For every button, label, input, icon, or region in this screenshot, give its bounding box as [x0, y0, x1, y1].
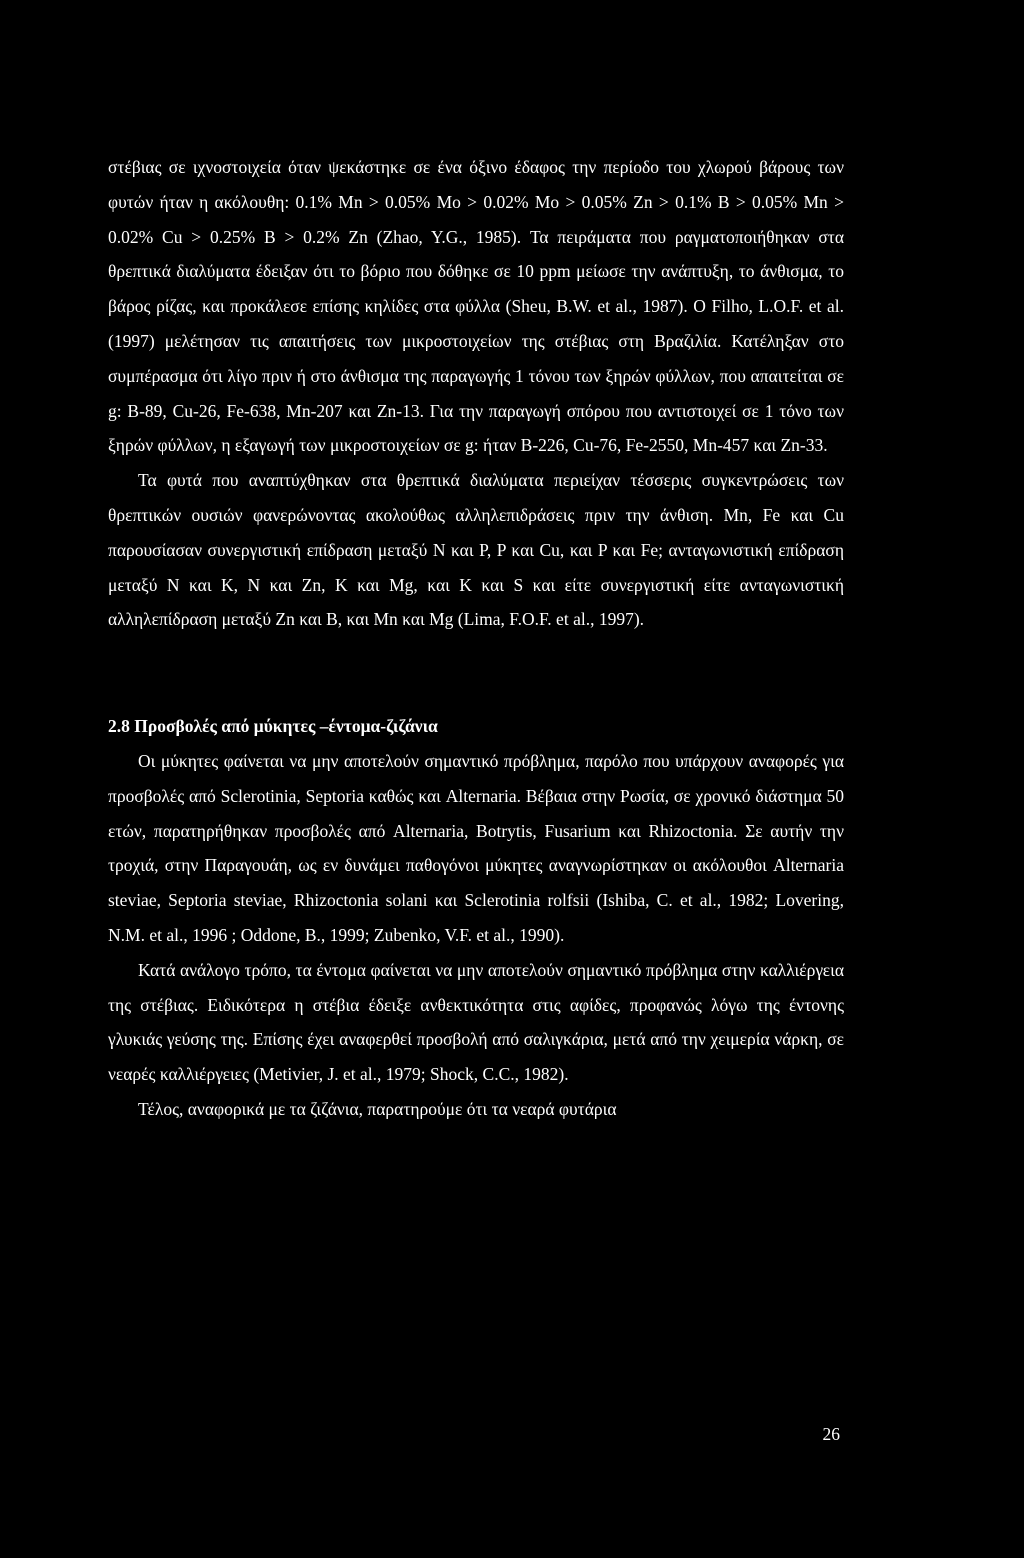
paragraph-insects: Κατά ανάλογο τρόπο, τα έντομα φαίνεται να μην αποτελούν σημαντικό πρόβλημα στην καλλιέργεια της στέβιας. Ειδικότερα η στέβια έδειξε ανθεκτικότητα στις αφίδες, προφανώς λόγω της έντονης γλυκιάς γεύσης της. Επίσης έχει αναφερθεί προσβολή από σαλιγκάρια, μετά από την χειμερία νάρκη, σε νεαρές καλλιέργειες (Metivier, J. et al., 1979; Shock, C.C., 1982). [108, 959, 844, 1085]
paragraph-weeds: Τέλος, αναφορικά με τα ζιζάνια, παρατηρούμε ότι τα νεαρά φυτάρια [138, 1098, 617, 1119]
paragraph-micronutrients: στέβιας σε ιχνοστοιχεία όταν ψεκάστηκε σε ένα όξινο έδαφος την περίοδο του χλωρού βάρους των φυτών ήταν η ακόλουθη: 0.1% Mn > 0.05% Mo > 0.02% Mo > 0.05% Zn > 0.1% B > 0.05% Mn > 0.02% Cu > 0.25% B > 0.2% Zn (Zhao, Y.G., 1985). Τα πειράματα που ραγματοποιήθηκαν στα θρεπτικά διαλύματα έδειξαν ότι το βόριο που δόθηκε σε 10 ppm μείωσε την ανάπτυξη, το άνθισμα, το βάρος ρίζας, και προκάλεσε επίσης κηλίδες στα φύλλα (Sheu, B.W. et al., 1987). Ο Filho, L.O.F. et al. (1997) μελέτησαν τις απαιτήσεις των μικροστοιχείων της στέβιας στη Βραζιλία. Κατέληξαν στο συμπέρασμα ότι λίγο πριν ή στο άνθισμα της παραγωγής 1 τόνου των ξηρών φύλλων, που απαιτείται σε g: B-89, Cu-26, Fe-638, Mn-207 και Zn-13. Για την παραγωγή σπόρου που αντιστοιχεί σε 1 τόνο των ξηρών φύλλων, η εξαγωγή των μικροστοιχείων σε g: ήταν B-226, Cu-76, Fe-2550, Mn-457 και Zn-33. [108, 157, 844, 456]
page-body [108, 150, 844, 1127]
paragraph-nutrient-interactions: Τα φυτά που αναπτύχθηκαν στα θρεπτικά διαλύματα περιείχαν τέσσερις συγκεντρώσεις των θρεπτικών ουσιών φανερώνοντας ακολούθως αλληλεπιδράσεις πριν την άνθιση. Mn, Fe και Cu παρουσίασαν συνεργιστική επίδραση μεταξύ N και P, P και Cu, και P και Fe; ανταγωνιστική επίδραση μεταξύ N και K, N και Zn, K και Mg, και K και S και είτε συνεργιστική είτε ανταγωνιστική αλληλεπίδραση μεταξύ Zn και B, και Mn και Mg (Lima, F.O.F. et al., 1997). [108, 470, 844, 630]
section-heading: 2.8 Προσβολές από μύκητες –έντομα-ζιζάνια [108, 716, 438, 737]
paragraph-fungi: Οι μύκητες φαίνεται να μην αποτελούν σημαντικό πρόβλημα, παρόλο που υπάρχουν αναφορές για προσβολές από Sclerotinia, Septoria καθώς και Alternaria. Βέβαια στην Ρωσία, σε χρονικό διάστημα 50 ετών, παρατηρήθηκαν προσβολές από Alternaria, Botrytis, Fusarium και Rhizoctonia. Σε αυτήν την τροχιά, στην Παραγουάη, ως εν δυνάμει παθογόνοι μύκητες αναγνωρίστηκαν οι ακόλουθοι Alternaria steviae, Septoria steviae, Rhizoctonia solani και Sclerotinia rolfsii (Ishiba, C. et al., 1982; Lovering, N.M. et al., 1996 ; Oddone, B., 1999; Zubenko, V.F. et al., 1990). [108, 750, 844, 945]
page-number: 26 [822, 1424, 840, 1444]
